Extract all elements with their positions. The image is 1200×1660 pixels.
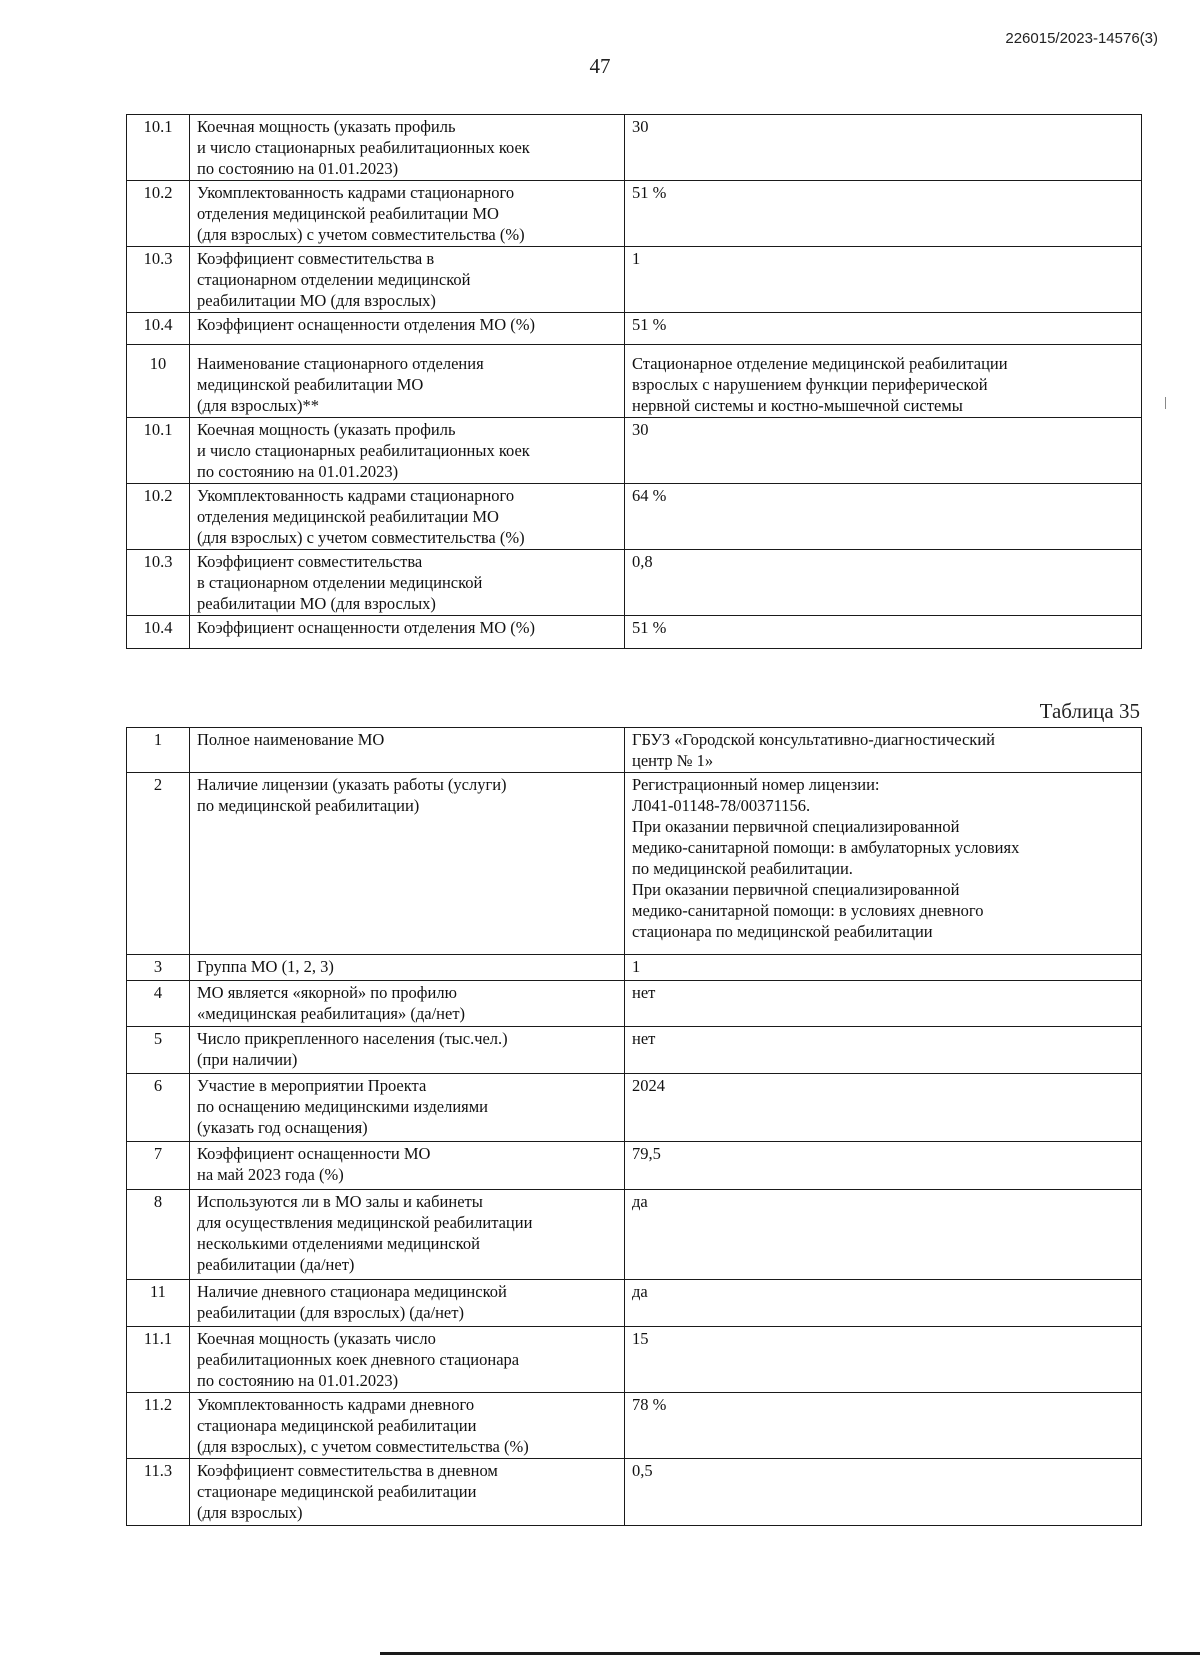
row-label: МО является «якорной» по профилю «медицинская реабилитация» (да/нет) xyxy=(190,981,625,1027)
row-number: 10.2 xyxy=(127,484,190,550)
row-label: Коэффициент совместительства в стационарном отделении медицинской реабилитации МО (для взрослых) xyxy=(190,247,625,313)
row-label: Группа МО (1, 2, 3) xyxy=(190,955,625,981)
row-number: 11.3 xyxy=(127,1459,190,1526)
row-value: 64 % xyxy=(625,484,1142,550)
table-row xyxy=(127,955,1142,981)
row-label: Участие в мероприятии Проекта по оснащению медицинскими изделиями (указать год оснащения) xyxy=(190,1074,625,1142)
row-number: 7 xyxy=(127,1142,190,1190)
row-value: 78 % xyxy=(625,1393,1142,1459)
row-number: 8 xyxy=(127,1190,190,1280)
table-row xyxy=(127,1393,1142,1459)
row-number: 11.1 xyxy=(127,1327,190,1393)
row-label: Коэффициент совместительства в стационарном отделении медицинской реабилитации МО (для взрослых) xyxy=(190,550,625,616)
row-number: 10.3 xyxy=(127,247,190,313)
row-value: 1 xyxy=(625,955,1142,981)
row-number: 2 xyxy=(127,773,190,955)
row-label: Наличие лицензии (указать работы (услуги) по медицинской реабилитации) xyxy=(190,773,625,955)
row-value: 2024 xyxy=(625,1074,1142,1142)
table-row xyxy=(127,773,1142,955)
row-number: 1 xyxy=(127,728,190,773)
row-value: да xyxy=(625,1280,1142,1327)
row-value: 1 xyxy=(625,247,1142,313)
row-label: Используются ли в МО залы и кабинеты для осуществления медицинской реабилитации несколькими отделениями медицинской реабилитации (да/нет) xyxy=(190,1190,625,1280)
table-row xyxy=(127,418,1142,484)
row-number: 10.2 xyxy=(127,181,190,247)
row-value: 79,5 xyxy=(625,1142,1142,1190)
table-row xyxy=(127,981,1142,1027)
table-row xyxy=(127,1280,1142,1327)
row-number: 10.1 xyxy=(127,115,190,181)
table-caption: Таблица 35 xyxy=(1039,699,1140,723)
row-value: ГБУЗ «Городской консультативно-диагностический центр № 1» xyxy=(625,728,1142,773)
row-number: 10.4 xyxy=(127,313,190,345)
row-value: нет xyxy=(625,1027,1142,1074)
row-label: Укомплектованность кадрами стационарного отделения медицинской реабилитации МО (для взрослых) с учетом совместительства (%) xyxy=(190,484,625,550)
table-row xyxy=(127,313,1142,345)
row-label: Коечная мощность (указать профиль и число стационарных реабилитационных коек по состоянию на 01.01.2023) xyxy=(190,418,625,484)
row-value: 51 % xyxy=(625,616,1142,649)
table-35 xyxy=(126,727,1142,1526)
table-row xyxy=(127,115,1142,181)
row-value: да xyxy=(625,1190,1142,1280)
row-label: Наименование стационарного отделения медицинской реабилитации МО (для взрослых)** xyxy=(190,345,625,418)
row-number: 5 xyxy=(127,1027,190,1074)
row-label: Укомплектованность кадрами стационарного отделения медицинской реабилитации МО (для взрослых) с учетом совместительства (%) xyxy=(190,181,625,247)
row-label: Полное наименование МО xyxy=(190,728,625,773)
row-label: Наличие дневного стационара медицинской реабилитации (для взрослых) (да/нет) xyxy=(190,1280,625,1327)
row-number: 11.2 xyxy=(127,1393,190,1459)
row-value: 30 xyxy=(625,115,1142,181)
table-row xyxy=(127,1027,1142,1074)
row-label: Коечная мощность (указать число реабилитационных коек дневного стационара по состоянию на 01.01.2023) xyxy=(190,1327,625,1393)
row-label: Укомплектованность кадрами дневного стационара медицинской реабилитации (для взрослых), с учетом совместительства (%) xyxy=(190,1393,625,1459)
row-number: 6 xyxy=(127,1074,190,1142)
table-row xyxy=(127,181,1142,247)
row-value: 51 % xyxy=(625,181,1142,247)
row-number: 10.4 xyxy=(127,616,190,649)
row-label: Коечная мощность (указать профиль и число стационарных реабилитационных коек по состоянию на 01.01.2023) xyxy=(190,115,625,181)
table-row xyxy=(127,1190,1142,1280)
row-value: 0,8 xyxy=(625,550,1142,616)
row-value: нет xyxy=(625,981,1142,1027)
table-row xyxy=(127,247,1142,313)
table-row xyxy=(127,550,1142,616)
row-value: Регистрационный номер лицензии: Л041-01148-78/00371156. При оказании первичной специализированной медико-санитарной помощи: в амбулаторных условиях по медицинской реабилитации. При оказании первичной специализированной медико-санитарной помощи: в условиях дневного стационара по медицинской реабилитации xyxy=(625,773,1142,955)
scan-edge-line xyxy=(380,1652,1200,1655)
table-row xyxy=(127,345,1142,418)
row-number: 10.1 xyxy=(127,418,190,484)
scan-mark xyxy=(1165,397,1166,409)
row-value: 51 % xyxy=(625,313,1142,345)
table-row xyxy=(127,728,1142,773)
row-label: Коэффициент оснащенности отделения МО (%) xyxy=(190,616,625,649)
row-number: 10 xyxy=(127,345,190,418)
table-row xyxy=(127,484,1142,550)
table-row xyxy=(127,1327,1142,1393)
table-row xyxy=(127,616,1142,649)
document-id: 226015/2023-14576(3) xyxy=(1005,30,1158,47)
table-row xyxy=(127,1142,1142,1190)
table-row xyxy=(127,1074,1142,1142)
table-row xyxy=(127,1459,1142,1526)
row-value: Стационарное отделение медицинской реабилитации взрослых с нарушением функции периферической нервной системы и костно-мышечной системы xyxy=(625,345,1142,418)
page-number: 47 xyxy=(589,54,611,78)
row-number: 11 xyxy=(127,1280,190,1327)
row-value: 0,5 xyxy=(625,1459,1142,1526)
continuation-table xyxy=(126,114,1142,649)
row-value: 30 xyxy=(625,418,1142,484)
row-label: Коэффициент оснащенности отделения МО (%) xyxy=(190,313,625,345)
row-number: 4 xyxy=(127,981,190,1027)
row-value: 15 xyxy=(625,1327,1142,1393)
row-label: Коэффициент совместительства в дневном стационаре медицинской реабилитации (для взрослых) xyxy=(190,1459,625,1526)
row-number: 3 xyxy=(127,955,190,981)
row-label: Коэффициент оснащенности МО на май 2023 года (%) xyxy=(190,1142,625,1190)
row-label: Число прикрепленного населения (тыс.чел.) (при наличии) xyxy=(190,1027,625,1074)
row-number: 10.3 xyxy=(127,550,190,616)
